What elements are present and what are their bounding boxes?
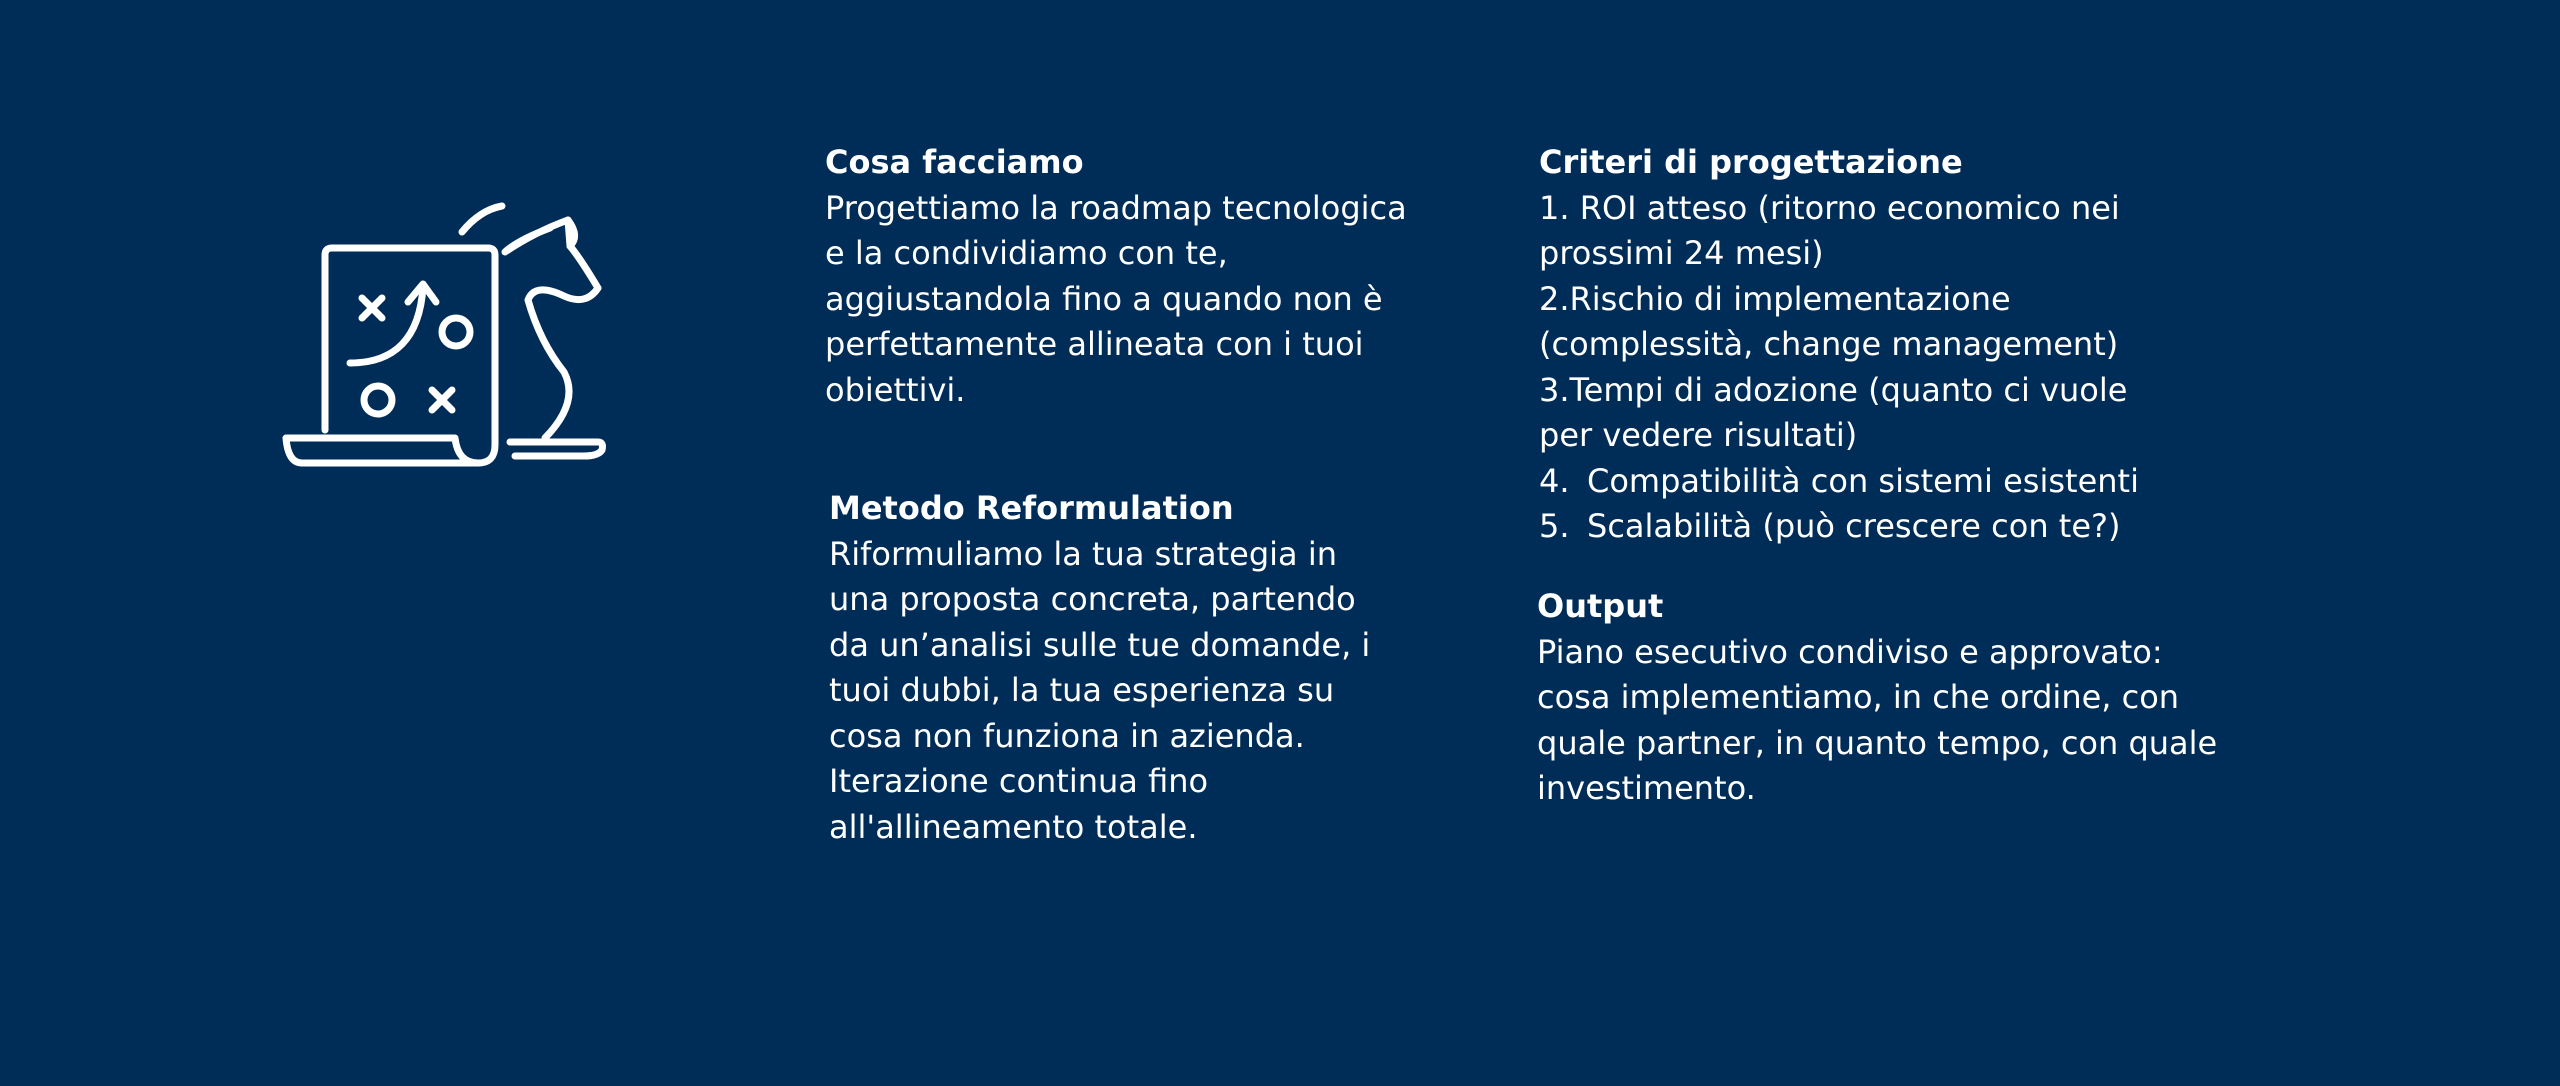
strategy-chess-knight-icon xyxy=(280,180,620,480)
method-title: Metodo Reformulation xyxy=(829,489,1234,527)
what-we-do-line: Progettiamo la roadmap tecnologica xyxy=(825,188,1407,227)
output-line: Piano esecutivo condiviso e approvato: xyxy=(1537,632,2163,671)
criteria-section xyxy=(1539,140,2139,550)
criteria-line: prossimi 24 mesi) xyxy=(1539,234,1824,272)
what-we-do-line: perfettamente allineata con i tuoi xyxy=(825,325,1364,363)
criteria-numbered-item xyxy=(1539,459,2139,505)
output-section xyxy=(1537,584,2217,812)
output-line: cosa implementiamo, in che ordine, con xyxy=(1537,678,2180,716)
method-line: Riformuliamo la tua strategia in xyxy=(829,534,1337,573)
method-line: all'allineamento totale. xyxy=(829,807,1198,846)
what-we-do-line: obiettivi. xyxy=(825,370,966,409)
output-line: quale partner, in quanto tempo, con quale xyxy=(1537,723,2218,762)
output-title: Output xyxy=(1537,587,1664,625)
criteria-title: Criteri di progettazione xyxy=(1539,143,1963,181)
criteria-item-text: Scalabilità (può crescere con te?) xyxy=(1587,507,2121,545)
method-line: da un’analisi sulle tue domande, i xyxy=(829,625,1371,664)
criteria-item-text: Compatibilità con sistemi esistenti xyxy=(1587,461,2139,500)
method-line: una proposta concreta, partendo xyxy=(829,580,1356,618)
criteria-line: 1. ROI atteso (ritorno economico nei xyxy=(1539,188,2120,227)
method-section xyxy=(829,486,1370,850)
criteria-line: (complessità, change management) xyxy=(1539,325,2119,363)
criteria-item-number: 4. xyxy=(1539,461,1570,500)
criteria-line: per vedere risultati) xyxy=(1539,416,1858,454)
criteria-line: 3.Tempi di adozione (quanto ci vuole xyxy=(1539,370,2128,409)
what-we-do-line: aggiustandola fino a quando non è xyxy=(825,279,1383,318)
method-line: tuoi dubbi, la tua esperienza su xyxy=(829,671,1335,709)
what-we-do-section xyxy=(825,140,1407,413)
output-line: investimento. xyxy=(1537,769,1756,807)
what-we-do-title: Cosa facciamo xyxy=(825,143,1084,181)
criteria-line: 2.Rischio di implementazione xyxy=(1539,279,2011,318)
method-line: Iterazione continua fino xyxy=(829,762,1209,800)
criteria-numbered-item xyxy=(1539,504,2139,550)
what-we-do-line: e la condividiamo con te, xyxy=(825,234,1228,272)
criteria-item-number: 5. xyxy=(1539,507,1570,545)
method-line: cosa non funziona in azienda. xyxy=(829,716,1305,755)
